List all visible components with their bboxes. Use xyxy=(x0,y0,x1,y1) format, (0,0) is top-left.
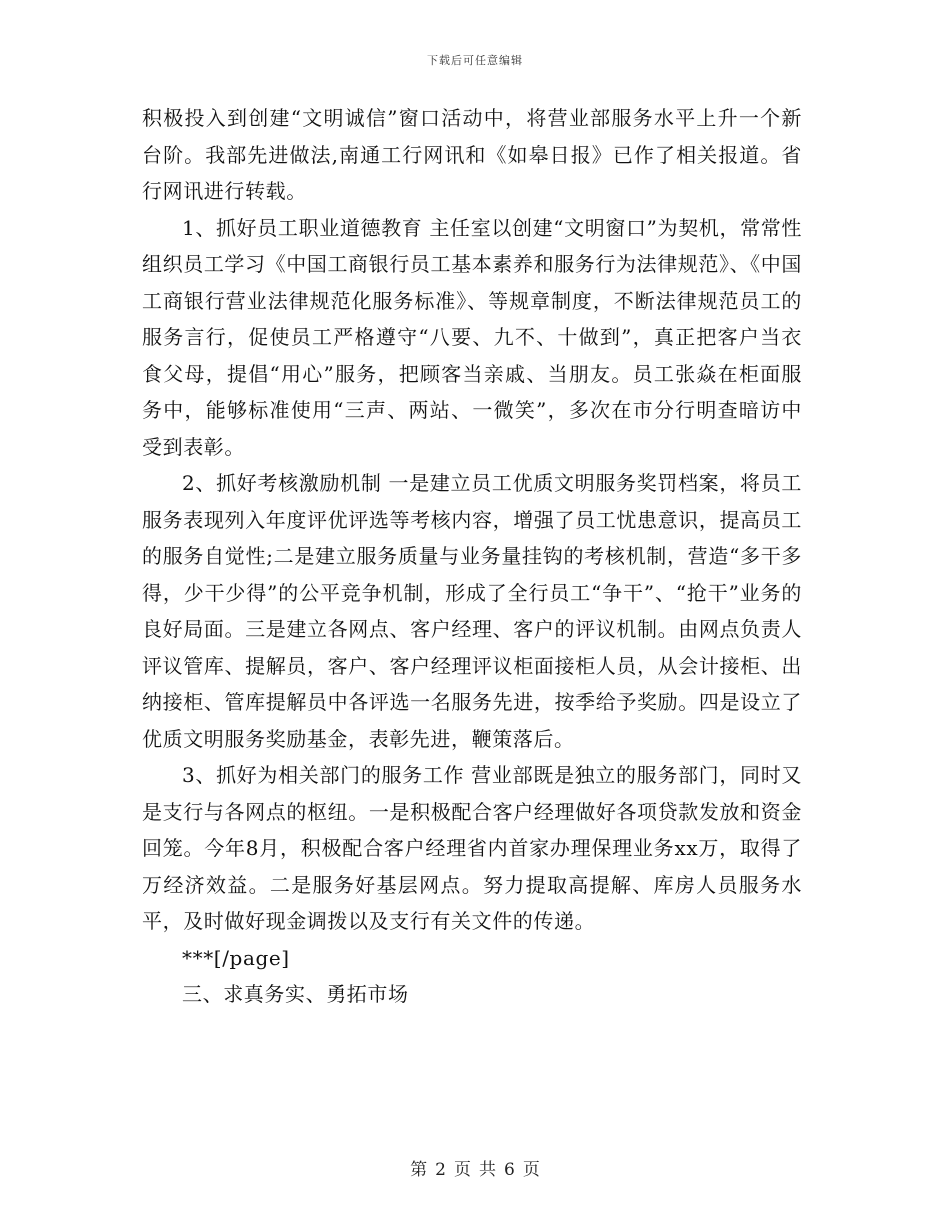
page-break-marker: ***[/page] xyxy=(182,945,290,970)
footer-page-word-2: 页 xyxy=(522,1160,540,1180)
footer-prefix: 第 xyxy=(410,1160,428,1180)
page-header: 下载后可任意编辑 xyxy=(427,54,523,67)
paragraph-department-service: 3、抓好为相关部门的服务工作 营业部既是独立的服务部门，同时又是支行与各网点的枢纽。一是积极配合客户经理做好各项贷款发放和资金回笼。今年8月，积极配合客户经理省内首家办理保理业务xx万，取得了 万经济效益。二是服务好基层网点。努力提取高提解、库房人员服务水平，及时做好现金调拨以及支行有关文件的传递。 xyxy=(142,763,802,933)
document-body xyxy=(142,100,802,1013)
paragraph-ethics-education: 1、抓好员工职业道德教育 主任室以创建“文明窗口”为契机，常常性组织员工学习《中国工商银行员工基本素养和服务行为法律规范》、《中国工商银行营业法律规范化服务标准》、等规章制度，不断法律规范员工的服务言行，促使员工严格遵守“八要、九不、十做到”，真正把客户当衣食父母，提倡“用心”服务，把顾客当亲戚、当朋友。员工张焱在柜面服务中，能够标准使用“三声、两站、一微笑”，多次在市分行明查暗访中受到表彰。 xyxy=(142,215,802,459)
footer-current-page: 2 xyxy=(435,1160,446,1180)
footer-total-pages: 6 xyxy=(504,1160,515,1180)
page-footer xyxy=(0,1155,950,1180)
paragraph-incentive-mechanism: 2、抓好考核激励机制 一是建立员工优质文明服务奖罚档案，将员工服务表现列入年度评优评选等考核内容，增强了员工忧患意识，提高员工的服务自觉性;二是建立服务质量与业务量挂钩的考核机制，营造“多干多得，少干少得”的公平竞争机制，形成了全行员工“争干”、“抢干”业务的良好局面。三是建立各网点、客户经理、客户的评议机制。由网点负责人评议管库、提解员，客户、客户经理评议柜面接柜人员，从会计接柜、出纳接柜、管库提解员中各评选一名服务先进，按季给予奖励。四是设立了优质文明服务奖励基金，表彰先进，鞭策落后。 xyxy=(142,471,802,751)
section-heading: 三、求真务实、勇拓市场 xyxy=(182,982,409,1006)
paragraph-continuation: 积极投入到创建“文明诚信”窗口活动中，将营业部服务水平上升一个新台阶。我部先进做法,南通工行网讯和《如皋日报》已作了相关报道。省行网讯进行转载。 xyxy=(142,106,802,203)
footer-total-prefix: 共 xyxy=(479,1160,496,1180)
footer-page-word: 页 xyxy=(454,1160,471,1180)
